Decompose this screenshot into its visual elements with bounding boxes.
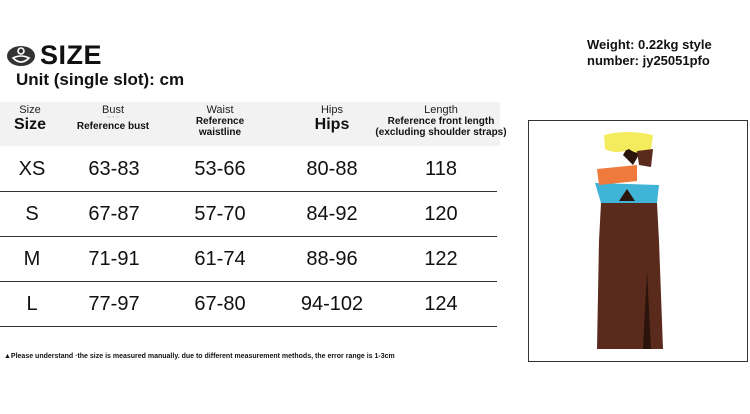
col-label-bold: Hips (314, 116, 350, 133)
col-label: Bust (101, 104, 124, 116)
table-row (0, 147, 497, 192)
col-ref-line2: waistline (198, 127, 242, 138)
waist-cell: 61-74 (194, 248, 246, 270)
weight-style-info (587, 37, 712, 69)
unit-label: Unit (single slot): cm (16, 70, 185, 89)
page-title: SIZE (40, 40, 103, 70)
bust-cell: 71-91 (88, 248, 140, 270)
hips-cell: 80-88 (306, 158, 358, 180)
waist-cell: 67-80 (194, 293, 246, 315)
col-ref: Reference bust (76, 121, 150, 132)
col-label: Size (19, 104, 41, 116)
col-header-length (375, 104, 506, 138)
size-cell: L (26, 293, 38, 315)
table-row (0, 282, 497, 327)
waist-cell: 57-70 (194, 203, 246, 225)
weight-line: Weight: 0.22kg style (587, 37, 712, 52)
col-tiny: ~ ~ ~ (107, 115, 119, 121)
brand-logo-icon (6, 44, 36, 68)
col-label: Waist (206, 104, 234, 116)
length-cell: 118 (425, 158, 457, 180)
size-cell: S (25, 203, 39, 225)
size-cell: M (23, 248, 41, 270)
col-header-waist (196, 104, 244, 138)
product-photo (528, 120, 748, 362)
col-header-hips (315, 104, 350, 134)
row-divider (0, 326, 497, 327)
measurement-footnote: ▲Please understand ·the size is measured manually. due to different measurement methods, the error range is 1-3cm (4, 353, 395, 360)
col-label-bold: Size (13, 116, 47, 133)
col-ref-line1: Reference front length (387, 116, 495, 127)
hips-cell: 84-92 (306, 203, 358, 225)
table-row (0, 237, 497, 282)
table-row (0, 192, 497, 237)
col-label: Length (424, 104, 458, 116)
bust-cell: 67-87 (88, 203, 140, 225)
hips-cell: 88-96 (306, 248, 358, 270)
length-cell: 122 (424, 248, 458, 270)
col-label: Hips (320, 104, 344, 116)
bust-cell: 77-97 (88, 293, 140, 315)
hips-cell: 94-102 (300, 293, 364, 315)
length-cell: 124 (424, 293, 458, 315)
col-ref-line2: (excluding shoulder straps) (375, 127, 507, 138)
style-number-line: number: jy25051pfo (587, 53, 710, 68)
col-header-size (14, 104, 46, 134)
dress-illustration (529, 121, 747, 361)
col-header-bust (77, 104, 149, 132)
size-cell: XS (18, 158, 46, 180)
col-ref-line1: Reference (195, 116, 245, 127)
length-cell: 120 (424, 203, 458, 225)
waist-cell: 53-66 (194, 158, 246, 180)
bust-cell: 63-83 (88, 158, 140, 180)
